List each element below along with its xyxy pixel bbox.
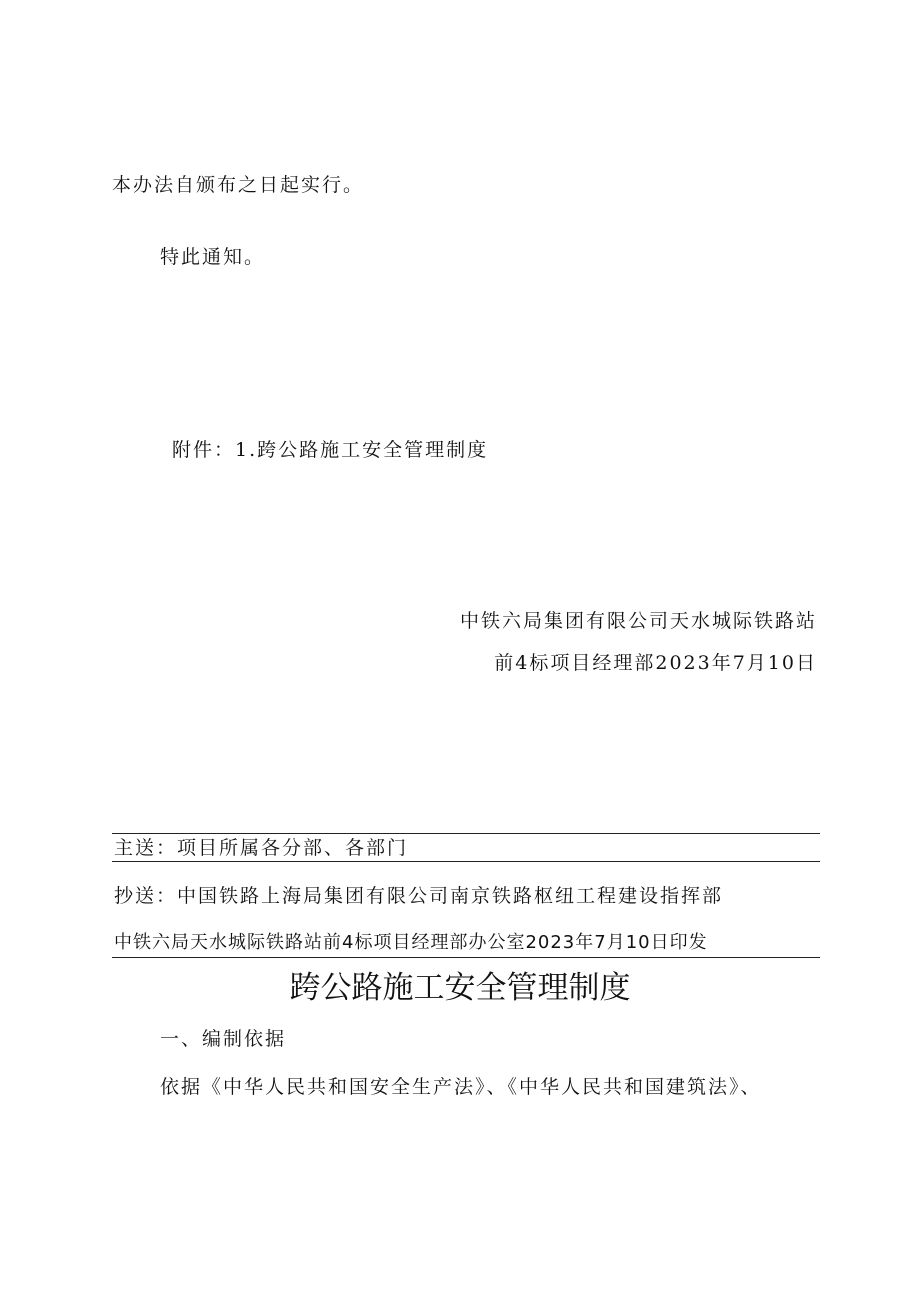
main-recipients: 主送：项目所属各分部、各部门: [114, 837, 409, 859]
closing-notice-text: 特此通知。: [160, 246, 266, 268]
divider-middle: [112, 861, 820, 862]
copy-recipients: 抄送：中国铁路上海局集团有限公司南京铁路枢纽工程建设指挥部: [114, 885, 724, 907]
signature-date: 前4标项目经理部2023年7月10日: [494, 652, 817, 674]
section-heading: 一、编制依据: [160, 1028, 287, 1050]
section-body-text: 依据《中华人民共和国安全生产法》、《中华人民共和国建筑法》、: [160, 1076, 762, 1098]
issuing-office: 中铁六局天水城际铁路站前4标项目经理部办公室2023年7月10日印发: [114, 932, 708, 953]
effective-date-text: 本办法自颁布之日起实行。: [112, 174, 365, 196]
signature-issuer: 中铁六局集团有限公司天水城际铁路站: [459, 610, 817, 632]
attachment-reference: 附件：1.跨公路施工安全管理制度: [172, 439, 489, 461]
attachment-title: 跨公路施工安全管理制度: [289, 970, 631, 1006]
divider-top: [112, 833, 820, 834]
divider-bottom: [112, 957, 820, 958]
